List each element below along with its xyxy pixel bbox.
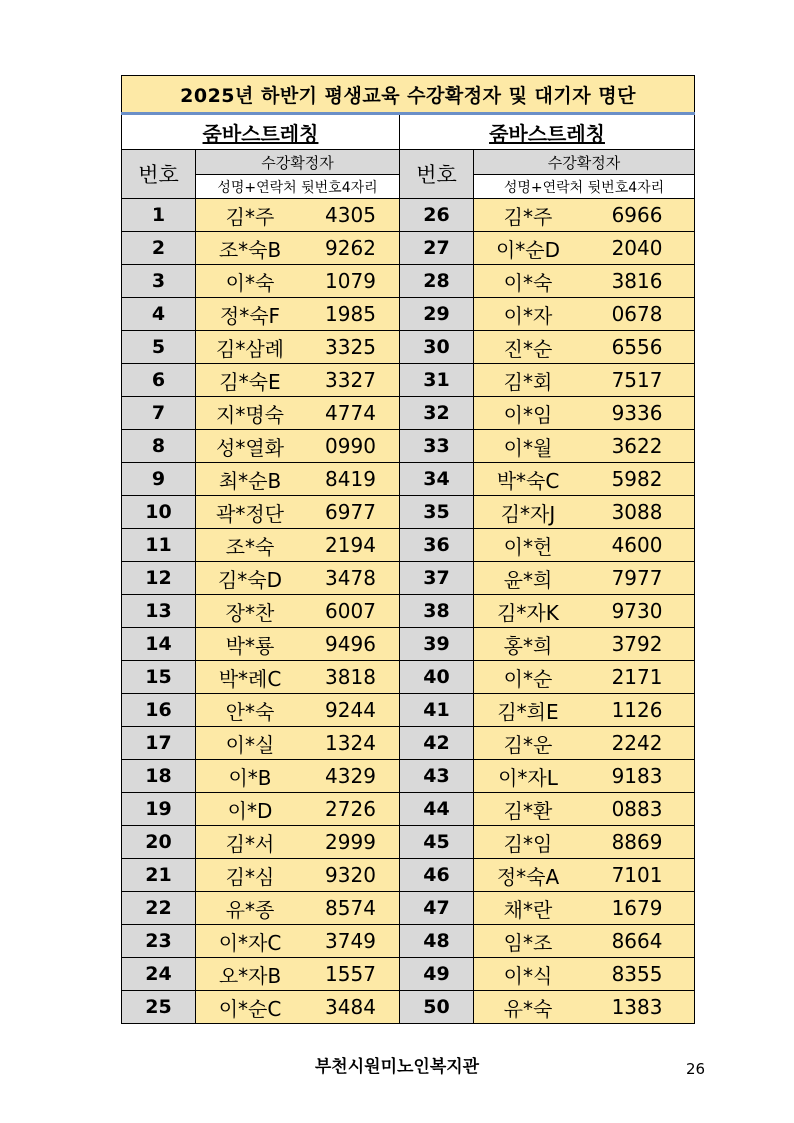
row-number: 31 — [400, 364, 474, 397]
phone-last-four: 8419 — [325, 467, 376, 491]
person-cell — [474, 298, 695, 331]
person-name: 조*숙B — [218, 237, 282, 262]
row-number: 6 — [122, 364, 196, 397]
table-row — [122, 496, 695, 529]
person-cell — [196, 760, 400, 793]
phone-last-four: 1324 — [325, 731, 376, 755]
person-name: 이*식 — [503, 963, 553, 988]
phone-last-four: 7101 — [611, 863, 663, 887]
person-cell — [474, 232, 695, 265]
row-number: 12 — [122, 562, 196, 595]
person-name: 김*회 — [503, 369, 553, 394]
person-cell — [474, 364, 695, 397]
row-number: 15 — [122, 661, 196, 694]
person-cell — [196, 793, 400, 826]
row-number: 36 — [400, 529, 474, 562]
person-name: 이*임 — [503, 402, 553, 427]
person-name: 정*숙F — [219, 303, 281, 328]
table-row — [122, 991, 695, 1024]
row-number: 34 — [400, 463, 474, 496]
phone-last-four: 3818 — [325, 665, 376, 689]
phone-last-four: 6007 — [325, 599, 376, 623]
person-name: 이*자L — [498, 765, 558, 790]
table-row — [122, 892, 695, 925]
row-number: 28 — [400, 265, 474, 298]
person-name: 안*숙 — [225, 699, 275, 724]
phone-last-four: 0990 — [325, 434, 376, 458]
table-row — [122, 298, 695, 331]
person-cell — [474, 595, 695, 628]
page-title: 2025년 하반기 평생교육 수강확정자 및 대기자 명단 — [122, 76, 695, 114]
table-row — [122, 562, 695, 595]
table-row — [122, 463, 695, 496]
phone-last-four: 9496 — [325, 632, 376, 656]
person-cell — [196, 661, 400, 694]
person-cell — [474, 694, 695, 727]
phone-last-four: 1126 — [611, 698, 663, 722]
person-cell — [474, 628, 695, 661]
program-name-right: 줌바스트레칭 — [400, 114, 695, 150]
table-row — [122, 628, 695, 661]
phone-last-four: 4600 — [611, 533, 663, 557]
phone-last-four: 5982 — [611, 467, 663, 491]
row-number: 24 — [122, 958, 196, 991]
header-number-left: 번호 — [122, 150, 196, 199]
phone-last-four: 4329 — [325, 764, 376, 788]
row-number: 25 — [122, 991, 196, 1024]
person-name: 김*숙E — [219, 369, 281, 394]
row-number: 16 — [122, 694, 196, 727]
person-cell — [196, 496, 400, 529]
person-name: 박*례C — [218, 666, 282, 691]
person-cell — [474, 859, 695, 892]
row-number: 20 — [122, 826, 196, 859]
person-name: 이*숙 — [503, 270, 553, 295]
phone-last-four: 4774 — [325, 401, 376, 425]
person-name: 이*순 — [503, 666, 553, 691]
header-name-phone-left: 성명+연락처 뒷번호4자리 — [196, 175, 400, 199]
phone-last-four: 2999 — [325, 830, 376, 854]
table-row — [122, 661, 695, 694]
row-number: 47 — [400, 892, 474, 925]
person-cell — [196, 925, 400, 958]
row-number: 30 — [400, 331, 474, 364]
person-name: 이*실 — [225, 732, 275, 757]
phone-last-four: 9262 — [325, 236, 376, 260]
person-name: 김*자K — [497, 600, 559, 625]
phone-last-four: 2726 — [325, 797, 376, 821]
person-name: 이*숙 — [225, 270, 275, 295]
person-name: 이*순D — [495, 237, 561, 262]
table-row — [122, 727, 695, 760]
person-name: 정*숙A — [496, 864, 560, 889]
person-name: 장*찬 — [225, 600, 275, 625]
phone-last-four: 1679 — [611, 896, 663, 920]
person-name: 홍*희 — [503, 633, 553, 658]
row-number: 46 — [400, 859, 474, 892]
table-row — [122, 760, 695, 793]
phone-last-four: 7977 — [611, 566, 663, 590]
phone-last-four: 8664 — [611, 929, 663, 953]
phone-last-four: 3749 — [325, 929, 376, 953]
table-row — [122, 199, 695, 232]
row-number: 18 — [122, 760, 196, 793]
phone-last-four: 3622 — [611, 434, 663, 458]
roster-table — [121, 75, 695, 1024]
phone-last-four: 9183 — [611, 764, 663, 788]
person-cell — [474, 793, 695, 826]
row-number: 43 — [400, 760, 474, 793]
person-cell — [474, 727, 695, 760]
row-number: 38 — [400, 595, 474, 628]
person-cell — [196, 364, 400, 397]
phone-last-four: 6556 — [611, 335, 663, 359]
row-number: 44 — [400, 793, 474, 826]
person-cell — [196, 595, 400, 628]
phone-last-four: 2171 — [611, 665, 663, 689]
person-name: 김*환 — [503, 798, 553, 823]
phone-last-four: 6966 — [611, 203, 663, 227]
person-cell — [474, 496, 695, 529]
person-cell — [196, 430, 400, 463]
phone-last-four: 1079 — [325, 269, 376, 293]
table-row — [122, 958, 695, 991]
phone-last-four: 8355 — [611, 962, 663, 986]
person-name: 김*임 — [503, 831, 553, 856]
row-number: 9 — [122, 463, 196, 496]
table-row — [122, 265, 695, 298]
phone-last-four: 9336 — [611, 401, 663, 425]
row-number: 7 — [122, 397, 196, 430]
person-name: 김*서 — [225, 831, 275, 856]
person-cell — [196, 265, 400, 298]
phone-last-four: 1557 — [325, 962, 376, 986]
person-cell — [474, 826, 695, 859]
person-cell — [474, 562, 695, 595]
row-number: 4 — [122, 298, 196, 331]
phone-last-four: 2040 — [611, 236, 663, 260]
program-name-left: 줌바스트레칭 — [122, 114, 400, 150]
person-name: 박*숙C — [496, 468, 560, 493]
row-number: 45 — [400, 826, 474, 859]
row-number: 29 — [400, 298, 474, 331]
page-number: 26 — [686, 1060, 706, 1078]
table-row — [122, 232, 695, 265]
table-row — [122, 430, 695, 463]
phone-last-four: 3088 — [611, 500, 663, 524]
person-cell — [196, 232, 400, 265]
person-name: 김*삼례 — [216, 336, 284, 361]
person-name: 곽*정단 — [216, 501, 284, 526]
row-number: 8 — [122, 430, 196, 463]
phone-last-four: 0678 — [611, 302, 663, 326]
person-cell — [196, 397, 400, 430]
person-cell — [196, 199, 400, 232]
person-cell — [196, 892, 400, 925]
person-name: 이*순C — [218, 996, 282, 1021]
table-row — [122, 859, 695, 892]
row-number: 22 — [122, 892, 196, 925]
table-row — [122, 529, 695, 562]
header-number-right: 번호 — [400, 150, 474, 199]
table-row — [122, 397, 695, 430]
person-cell — [474, 463, 695, 496]
person-name: 이*자C — [218, 930, 282, 955]
row-number: 42 — [400, 727, 474, 760]
person-cell — [196, 826, 400, 859]
person-name: 채*란 — [503, 897, 553, 922]
table-row — [122, 364, 695, 397]
phone-last-four: 3484 — [325, 995, 376, 1019]
person-name: 이*자 — [503, 303, 553, 328]
person-cell — [474, 430, 695, 463]
row-number: 5 — [122, 331, 196, 364]
row-number: 50 — [400, 991, 474, 1024]
row-number: 13 — [122, 595, 196, 628]
row-number: 19 — [122, 793, 196, 826]
row-number: 35 — [400, 496, 474, 529]
phone-last-four: 2194 — [325, 533, 376, 557]
person-name: 오*자B — [218, 963, 282, 988]
phone-last-four: 6977 — [325, 500, 376, 524]
person-name: 김*심 — [225, 864, 275, 889]
organization-footer: 부천시원미노인복지관 — [314, 1057, 480, 1077]
phone-last-four: 3325 — [325, 335, 376, 359]
person-name: 김*운 — [503, 732, 553, 757]
person-cell — [474, 331, 695, 364]
person-cell — [474, 892, 695, 925]
phone-last-four: 3792 — [611, 632, 663, 656]
row-number: 3 — [122, 265, 196, 298]
phone-last-four: 0883 — [611, 797, 663, 821]
phone-last-four: 3478 — [325, 566, 376, 590]
row-number: 21 — [122, 859, 196, 892]
person-cell — [474, 199, 695, 232]
row-number: 40 — [400, 661, 474, 694]
table-row — [122, 826, 695, 859]
phone-last-four: 3327 — [325, 368, 376, 392]
row-number: 39 — [400, 628, 474, 661]
person-name: 이*D — [227, 798, 273, 823]
person-name: 진*순 — [503, 336, 553, 361]
table-row — [122, 694, 695, 727]
person-cell — [474, 991, 695, 1024]
person-name: 유*숙 — [503, 996, 553, 1021]
person-name: 김*희E — [497, 699, 559, 724]
person-cell — [196, 727, 400, 760]
person-cell — [196, 298, 400, 331]
person-name: 김*주 — [503, 204, 553, 229]
phone-last-four: 4305 — [325, 203, 376, 227]
person-name: 성*열화 — [216, 435, 284, 460]
person-name: 유*종 — [225, 897, 275, 922]
phone-last-four: 9244 — [325, 698, 376, 722]
phone-last-four: 8869 — [611, 830, 663, 854]
person-cell — [196, 991, 400, 1024]
person-cell — [196, 331, 400, 364]
phone-last-four: 7517 — [611, 368, 663, 392]
row-number: 49 — [400, 958, 474, 991]
row-number: 33 — [400, 430, 474, 463]
person-cell — [196, 859, 400, 892]
person-cell — [196, 529, 400, 562]
person-name: 이*월 — [503, 435, 553, 460]
row-number: 10 — [122, 496, 196, 529]
person-cell — [474, 265, 695, 298]
person-cell — [474, 925, 695, 958]
person-name: 김*숙D — [217, 567, 283, 592]
row-number: 1 — [122, 199, 196, 232]
row-number: 2 — [122, 232, 196, 265]
row-number: 41 — [400, 694, 474, 727]
phone-last-four: 9320 — [325, 863, 376, 887]
person-name: 박*룡 — [225, 633, 275, 658]
person-name: 윤*희 — [503, 567, 553, 592]
row-number: 14 — [122, 628, 196, 661]
phone-last-four: 2242 — [611, 731, 663, 755]
header-confirmed-left: 수강확정자 — [196, 150, 400, 175]
row-number: 27 — [400, 232, 474, 265]
person-name: 김*주 — [225, 204, 275, 229]
roster-sheet — [121, 75, 694, 1024]
row-number: 17 — [122, 727, 196, 760]
person-name: 지*명숙 — [216, 402, 284, 427]
header-confirmed-right: 수강확정자 — [474, 150, 695, 175]
row-number: 26 — [400, 199, 474, 232]
table-row — [122, 793, 695, 826]
person-name: 조*숙 — [225, 534, 275, 559]
person-cell — [474, 529, 695, 562]
person-name: 이*헌 — [503, 534, 553, 559]
person-cell — [196, 463, 400, 496]
table-row — [122, 595, 695, 628]
person-cell — [474, 760, 695, 793]
person-name: 이*B — [228, 765, 272, 790]
person-name: 최*순B — [218, 468, 282, 493]
person-cell — [196, 628, 400, 661]
phone-last-four: 1383 — [611, 995, 663, 1019]
row-number: 32 — [400, 397, 474, 430]
phone-last-four: 3816 — [611, 269, 663, 293]
phone-last-four: 9730 — [611, 599, 663, 623]
row-number: 23 — [122, 925, 196, 958]
phone-last-four: 1985 — [325, 302, 376, 326]
row-number: 37 — [400, 562, 474, 595]
table-row — [122, 331, 695, 364]
person-cell — [474, 661, 695, 694]
person-cell — [474, 397, 695, 430]
row-number: 48 — [400, 925, 474, 958]
row-number: 11 — [122, 529, 196, 562]
person-cell — [196, 694, 400, 727]
phone-last-four: 8574 — [325, 896, 376, 920]
person-cell — [474, 958, 695, 991]
person-name: 임*조 — [503, 930, 553, 955]
header-name-phone-right: 성명+연락처 뒷번호4자리 — [474, 175, 695, 199]
table-row — [122, 925, 695, 958]
person-cell — [196, 562, 400, 595]
person-name: 김*자J — [500, 501, 556, 526]
person-cell — [196, 958, 400, 991]
